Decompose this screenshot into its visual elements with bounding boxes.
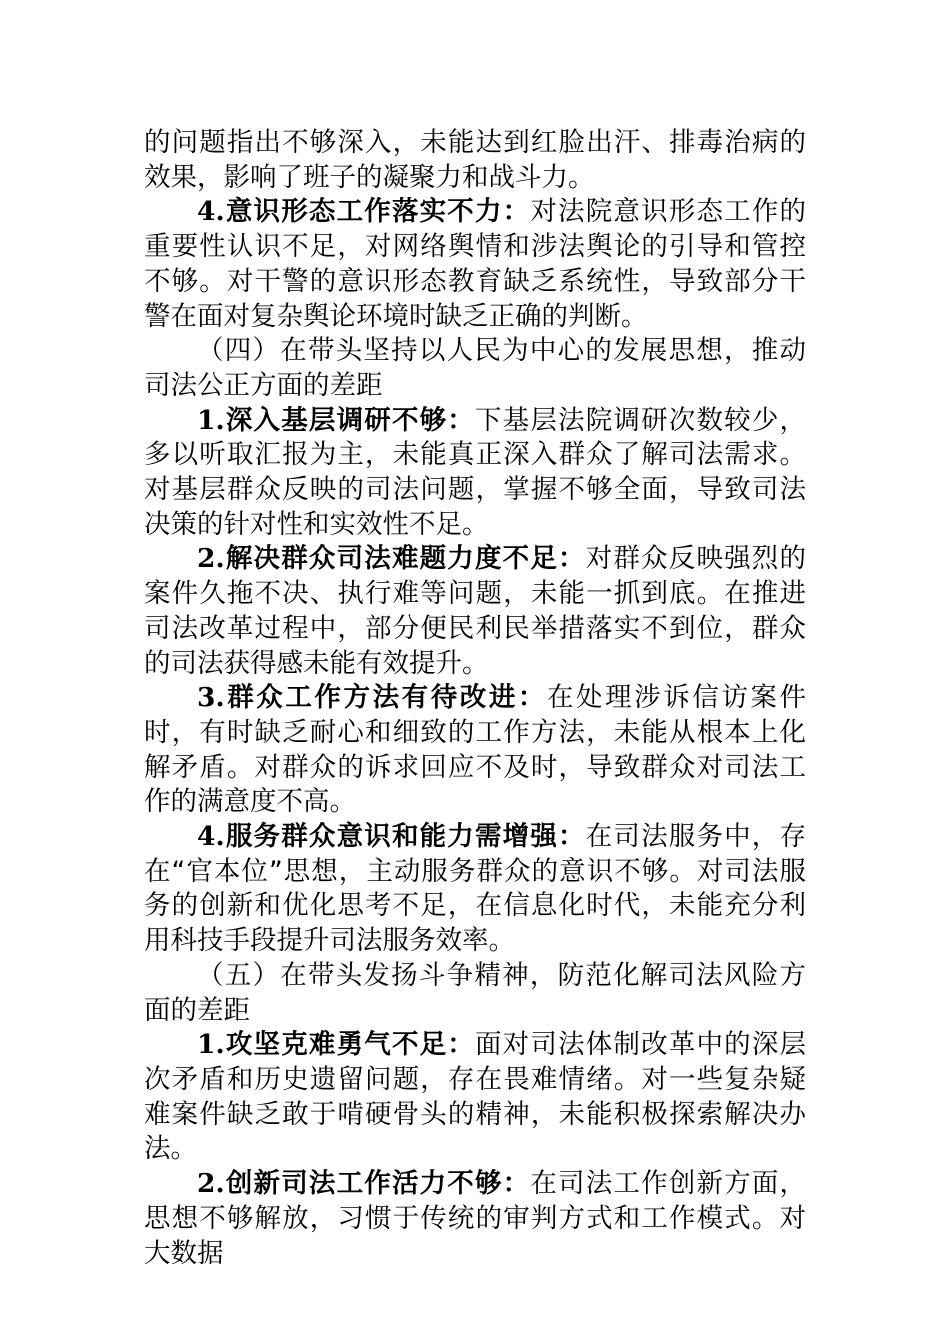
paragraph-lead: 3.群众工作方法有待改进： [197,682,547,714]
paragraph-item [144,1167,806,1271]
paragraph-item [144,404,806,543]
paragraph-text: 对法院意识形态工作的重要性认识不足，对网络舆情和涉法舆论的引导和管控不够。对干警的意识形态教育缺乏系统性，导致部分干警在面对复杂舆论环境时缺乏正确的判断。 [144,196,806,332]
paragraph-lead: 1.深入基层调研不够： [197,404,475,436]
paragraph-item [144,1028,806,1167]
paragraph-lead: 4.意识形态工作落实不力： [197,196,531,228]
paragraph-item [144,542,806,681]
paragraph-text: 的问题指出不够深入，未能达到红脸出汗、排毒治病的效果，影响了班子的凝聚力和战斗力。 [144,127,806,193]
paragraph-text: 对群众反映强烈的案件久拖不决、执行难等问题，未能一抓到底。在推进司法改革过程中，部分便民利民举措落实不到位，群众的司法获得感未能有效提升。 [144,543,806,679]
paragraph-item [144,681,806,820]
paragraph-item [144,195,806,334]
paragraph-text: 在司法工作创新方面，思想不够解放，习惯于传统的审判方式和工作模式。对大数据 [144,1168,806,1269]
paragraph-text: 在处理涉诉信访案件时，有时缺乏耐心和细致的工作方法，未能从根本上化解矛盾。对群众的诉求回应不及时，导致群众对司法工作的满意度不高。 [144,682,806,818]
paragraph-text: 下基层法院调研次数较少，多以听取汇报为主，未能真正深入群众了解司法需求。对基层群众反映的司法问题，掌握不够全面，导致司法决策的针对性和实效性不足。 [144,404,807,540]
paragraph-lead: 4.服务群众意识和能力需增强： [197,821,586,853]
paragraph-text: 在司法服务中，存在“官本位”思想，主动服务群众的意识不够。对司法服务的创新和优化思考不足，在信息化时代，未能充分利用科技手段提升司法服务效率。 [144,821,806,957]
paragraph-continuation [144,126,806,195]
section-heading [144,959,806,1028]
paragraph-lead: 1.攻坚克难勇气不足： [197,1029,475,1061]
section-heading [144,334,806,403]
section-heading-text: （五）在带头发扬斗争精神，防范化解司法风险方面的差距 [144,959,806,1026]
paragraph-lead: 2.解决群众司法难题力度不足： [197,543,586,575]
document-page [144,126,806,1271]
section-heading-text: （四）在带头坚持以人民为中心的发展思想，推动司法公正方面的差距 [144,335,806,401]
paragraph-text: 面对司法体制改革中的深层次矛盾和历史遗留问题，存在畏难情绪。对一些复杂疑难案件缺乏敢于啃硬骨头的精神，未能积极探索解决办法。 [144,1029,807,1165]
paragraph-item [144,820,806,959]
paragraph-lead: 2.创新司法工作活力不够： [197,1168,531,1200]
